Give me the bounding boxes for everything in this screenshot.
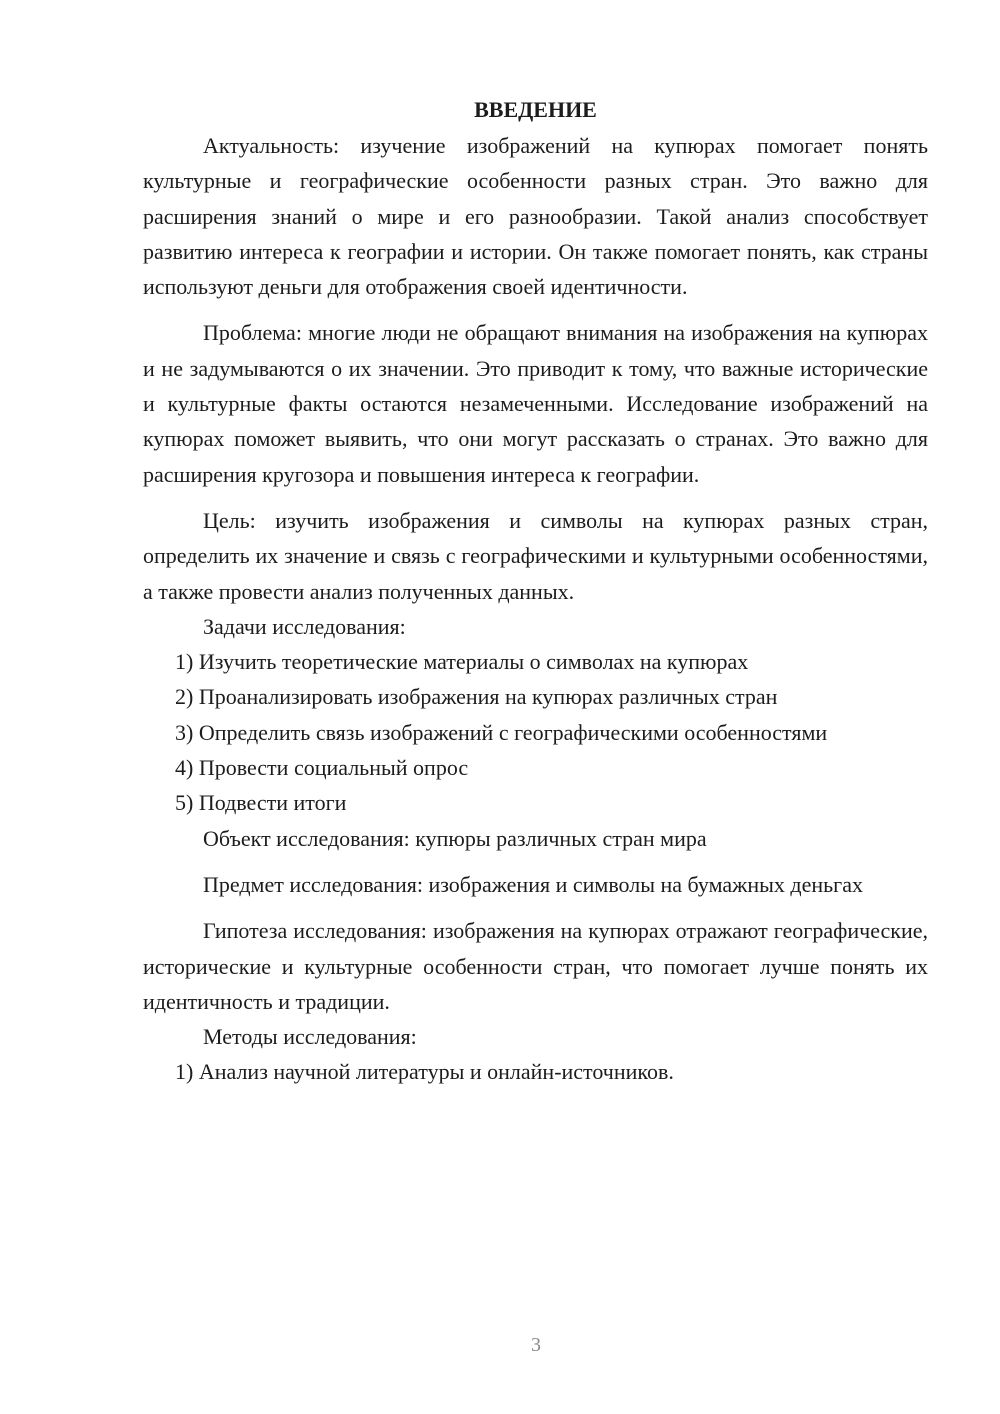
task-item-1: 1) Изучить теоретические материалы о символах на купюрах <box>175 649 749 675</box>
hypothesis-paragraph: Гипотеза исследования: изображения на купюрах отражают географические, исторические и культурные особенности стран, что помогает лучше понять их идентичность и традиции. <box>143 918 928 1014</box>
task-item-3: 3) Определить связь изображений с географическими особенностями <box>175 719 828 745</box>
page-number: 3 <box>531 1334 541 1356</box>
section-title: ВВЕДЕНИЕ <box>474 97 597 122</box>
problem-paragraph: Проблема: многие люди не обращают внимания на изображения на купюрах и не задумываются о их значении. Это приводит к тому, что важные исторические и культурные факты остаются незамеченными. Исследование изображений на купюрах поможет выявить, что они могут рассказать о странах. Это важно для расширения кругозора и повышения интереса к географии. <box>143 320 928 487</box>
method-item-1: 1) Анализ научной литературы и онлайн-источников. <box>175 1059 674 1085</box>
methods-heading: Методы исследования: <box>203 1024 417 1050</box>
document-page <box>143 94 928 1090</box>
object-line: Объект исследования: купюры различных стран мира <box>203 825 707 851</box>
relevance-paragraph: Актуальность: изучение изображений на купюрах помогает понять культурные и географические особенности разных стран. Это важно для расширения знаний о мире и его разнообразии. Такой анализ способствует развитию интереса к географии и истории. Он также помогает понять, как страны используют деньги для отображения своей идентичности. <box>143 133 928 300</box>
task-item-5: 5) Подвести итоги <box>175 790 347 816</box>
task-item-4: 4) Провести социальный опрос <box>175 755 469 781</box>
subject-paragraph: Предмет исследования: изображения и символы на бумажных деньгах <box>203 871 863 897</box>
tasks-heading: Задачи исследования: <box>203 613 406 639</box>
goal-paragraph: Цель: изучить изображения и символы на купюрах разных стран, определить их значение и связь с географическими и культурными особенностями, а также провести анализ полученных данных. <box>143 507 928 604</box>
task-item-2: 2) Проанализировать изображения на купюрах различных стран <box>175 684 778 710</box>
